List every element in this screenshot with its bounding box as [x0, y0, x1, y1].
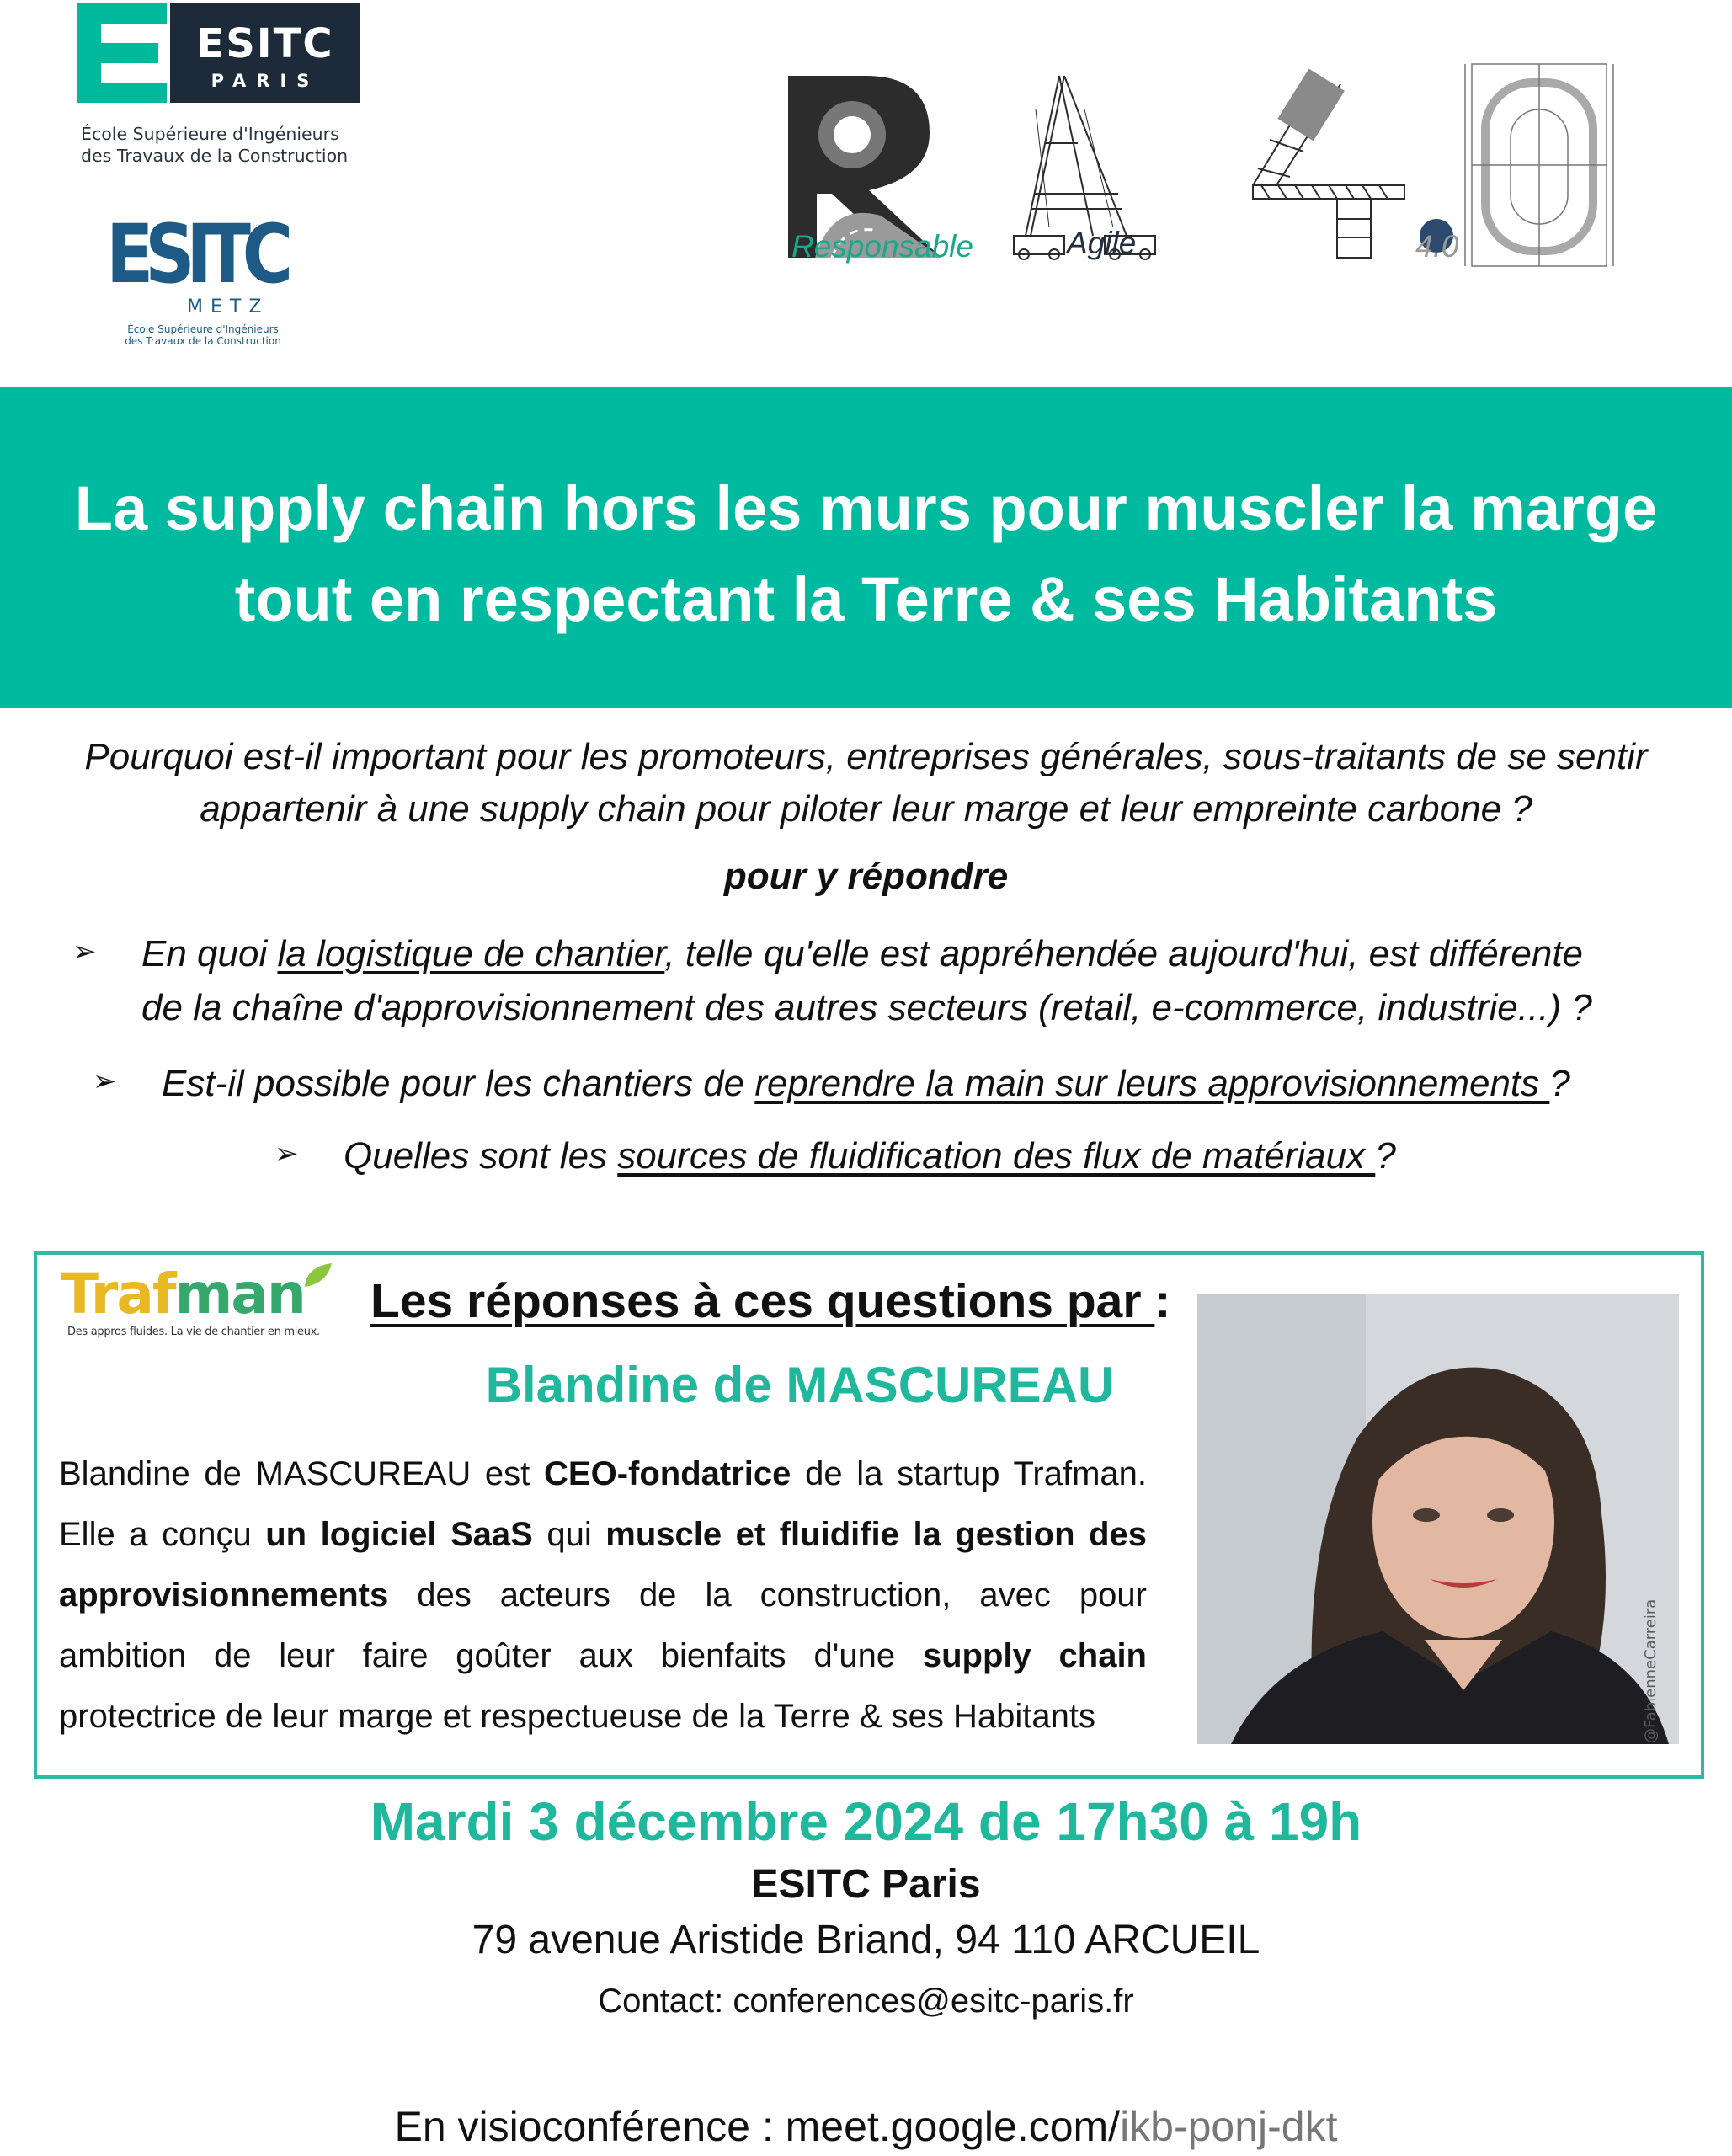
question-text: ? — [1375, 1135, 1396, 1177]
visio-code: ikb-ponj-dkt — [1120, 2103, 1338, 2150]
question-item — [141, 928, 1583, 980]
ra40-label-responsable: Responsable — [791, 229, 973, 264]
event-date: Mardi 3 décembre 2024 de 17h30 à 19h — [370, 1791, 1362, 1852]
question-text: Quelles sont les — [344, 1135, 618, 1177]
esitc-paris-caption-line: des Travaux de la Construction — [81, 146, 349, 166]
bio-bold-text: un logiciel SaaS — [265, 1516, 533, 1553]
arrow-bullet-icon: ➢ — [72, 936, 97, 968]
esitc-mark-icon — [77, 3, 170, 103]
banner-title-line: tout en respectant la Terre & ses Habitants — [234, 564, 1498, 634]
arrow-bullet-icon: ➢ — [93, 1065, 117, 1097]
title-banner — [0, 387, 1732, 708]
question-underlined: reprendre la main sur leurs approvisionnements — [754, 1063, 1550, 1104]
question-item — [162, 1058, 1570, 1110]
intro-question — [0, 731, 1732, 835]
arrow-bullet-icon: ➢ — [274, 1138, 299, 1170]
ra40-label-agile: Agile — [1067, 226, 1137, 260]
visio-link[interactable] — [0, 2102, 1732, 2151]
visio-prefix: En visioconférence : meet.google.com/ — [394, 2103, 1121, 2150]
question-item — [344, 1130, 1396, 1182]
esitc-paris-caption — [81, 123, 384, 167]
esitc-paris-wordmark — [170, 3, 360, 103]
trafman-tagline: Des appros fluides. La vie de chantier en mieux. — [67, 1326, 320, 1338]
bio-text: des acteurs de la construction, avec pour ambition de leur faire goûter aux bienfaits d'une — [59, 1577, 1147, 1674]
bio-bold-text: muscle et fluidifie la gestion des approvisionnements — [59, 1516, 1147, 1614]
photo-credit: @FabienneCarreira — [1642, 1598, 1660, 1743]
intro-line: Pourquoi est-il important pour les promoteurs, entreprises générales, sous-traitants de se sentir — [84, 736, 1648, 777]
bio-text: de la startup Trafman. Elle a conçu — [59, 1455, 1147, 1553]
intro-line: appartenir à une supply chain pour piloter leur marge et leur empreinte carbone ? — [200, 788, 1532, 830]
question-underlined: la logistique de chantier — [277, 933, 665, 974]
speaker-bio — [59, 1444, 1147, 1747]
esitc-metz-caption-line: École Supérieure d'Ingénieurs — [127, 323, 279, 335]
esitc-paris-caption-line: École Supérieure d'Ingénieurs — [81, 124, 339, 144]
question-text: , telle qu'elle est appréhendée aujourd'hui, est différente — [664, 933, 1584, 974]
bio-text: protectrice de leur marge et respectueuse de la Terre & ses Habitants — [59, 1698, 1096, 1735]
esitc-paris-name: ESITC — [196, 20, 334, 67]
event-contact[interactable]: Contact: conferences@esitc-paris.fr — [598, 1983, 1134, 2020]
event-address: 79 avenue Aristide Briand, 94 110 ARCUEIL — [472, 1918, 1260, 1962]
bio-text: qui — [532, 1516, 606, 1553]
event-venue: ESITC Paris — [751, 1862, 981, 1907]
four-truss-icon — [1253, 69, 1404, 258]
speaker-heading-colon: : — [1154, 1274, 1171, 1328]
esitc-paris-city: PARIS — [211, 71, 320, 91]
speaker-name: Blandine de MASCUREAU — [485, 1357, 1115, 1413]
question-text: En quoi — [141, 933, 278, 974]
answer-heading: pour y répondre — [723, 856, 1009, 897]
leaf-icon — [301, 1262, 335, 1290]
question-text: ? — [1549, 1063, 1570, 1104]
bio-bold-text: CEO-fondatrice — [544, 1455, 791, 1492]
esitc-paris-logo — [77, 3, 360, 103]
question-text: Est-il possible pour les chantiers de — [162, 1063, 755, 1104]
esitc-metz-logo — [106, 207, 293, 352]
bio-text: Blandine de MASCUREAU est — [59, 1455, 545, 1492]
question-underlined: sources de fluidification des flux de matériaux — [617, 1135, 1376, 1177]
trafman-name-part: man — [174, 1262, 305, 1326]
speaker-heading — [370, 1273, 1170, 1329]
trafman-name-part: Traf — [61, 1262, 175, 1326]
speaker-heading-text: Les réponses à ces questions par — [370, 1274, 1155, 1328]
speaker-photo — [1197, 1294, 1679, 1744]
question-item-continuation: de la chaîne d'approvisionnement des autres secteurs (retail, e-commerce, industrie...) ? — [141, 987, 1592, 1028]
esitc-metz-city: METZ — [187, 296, 269, 318]
banner-title-line: La supply chain hors les murs pour muscler la marge — [74, 473, 1658, 543]
zero-blueprint-icon — [1465, 64, 1613, 266]
esitc-metz-caption — [106, 323, 300, 347]
bio-bold-text: supply chain — [922, 1637, 1147, 1674]
trafman-logo — [61, 1262, 338, 1337]
esitc-metz-caption-line: des Travaux de la Construction — [125, 335, 281, 347]
ra40-label-4-0: 4.0 — [1415, 229, 1459, 264]
trafman-wordmark — [61, 1262, 305, 1326]
esitc-metz-name: ESITC — [106, 207, 285, 302]
